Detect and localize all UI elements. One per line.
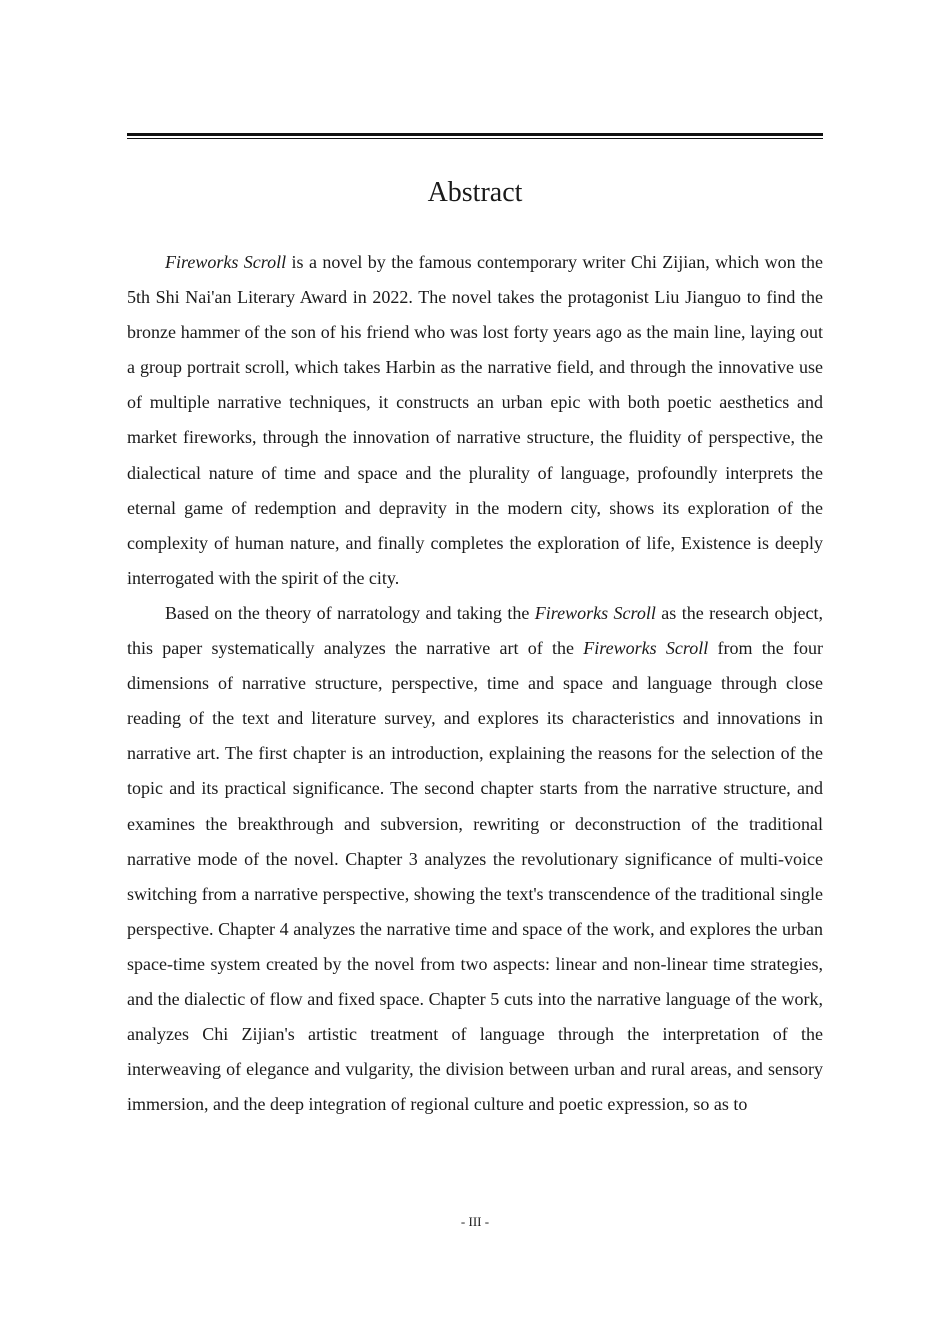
header-rule-thin xyxy=(127,138,823,139)
paragraph-2-text-1: Based on the theory of narratology and taking the xyxy=(165,602,535,623)
work-title: Fireworks Scroll xyxy=(534,602,656,623)
paragraph-2-text-3: from the four dimensions of narrative structure, perspective, time and space and language through close reading of the text and literature survey, and explores its characteristics and innovations in narrative art. The first chapter is an introduction, explaining the reasons for the selection of the topic and its practical significance. The second chapter starts from the narrative structure, and examines the breakthrough and subversion, rewriting or deconstruction of the traditional narrative mode of the novel. Chapter 3 analyzes the revolutionary significance of multi-voice switching from a narrative perspective, showing the text's transcendence of the traditional single perspective. Chapter 4 analyzes the narrative time and space of the work, and explores the urban space-time system created by the novel from two aspects: linear and non-linear time strategies, and the dialectic of flow and fixed space. Chapter 5 cuts into the narrative language of the work, analyzes Chi Zijian's artistic treatment of language through the interpretation of the interweaving of elegance and vulgarity, the division between urban and rural areas, and sensory immersion, and the deep integration of regional culture and poetic expression, so as to xyxy=(127,638,824,1115)
header-double-rule xyxy=(127,133,823,139)
paragraph-2-text-2: as the research object, this paper systematically analyzes the narrative art of the xyxy=(127,602,823,659)
page-title: Abstract xyxy=(427,177,523,208)
header-rule-thick xyxy=(127,133,823,136)
work-title: Fireworks Scroll xyxy=(165,252,287,272)
page-number: - III - xyxy=(460,1214,490,1229)
abstract-paragraph-2 xyxy=(127,596,823,1122)
abstract-body xyxy=(127,245,823,1122)
paragraph-1-text: is a novel by the famous contemporary writer Chi Zijian, which won the 5th Shi Nai'an Literary Award in 2022. The novel takes the protagonist Liu Jianguo to find the bronze hammer of the son of his friend who was lost forty years ago as the main line, laying out a group portrait scroll, which takes Harbin as the narrative field, and through the innovative use of multiple narrative techniques, it constructs an urban epic with both poetic aesthetics and market fireworks, through the innovation of narrative structure, the fluidity of perspective, the dialectical nature of time and space and the plurality of language, profoundly interprets the eternal game of redemption and depravity in the modern city, shows its exploration of the complexity of human nature, and finally completes the exploration of life, Existence is deeply interrogated with the spirit of the city. xyxy=(127,252,824,588)
abstract-paragraph-1 xyxy=(127,245,823,596)
work-title: Fireworks Scroll xyxy=(583,638,709,659)
